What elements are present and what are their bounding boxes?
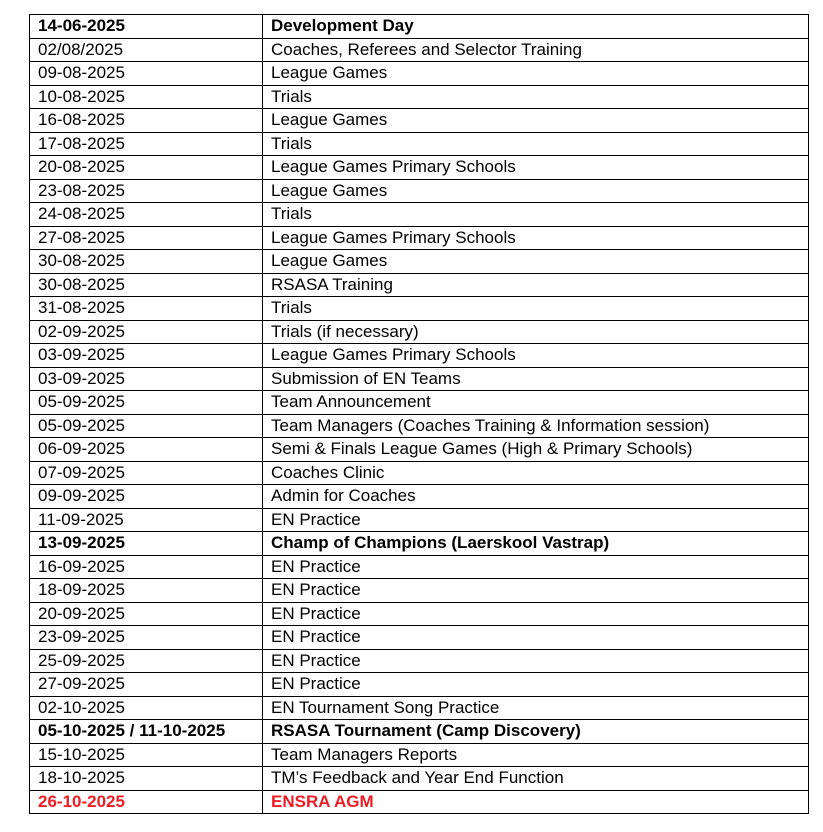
event-cell: TM’s Feedback and Year End Function (263, 767, 809, 791)
schedule-table (29, 14, 809, 814)
event-cell: EN Practice (263, 508, 809, 532)
table-row (30, 626, 809, 650)
event-cell: EN Practice (263, 602, 809, 626)
event-cell: Coaches, Referees and Selector Training (263, 38, 809, 62)
event-cell: RSASA Training (263, 273, 809, 297)
table-row (30, 438, 809, 462)
table-row (30, 297, 809, 321)
event-cell: Trials (if necessary) (263, 320, 809, 344)
table-row (30, 743, 809, 767)
date-cell: 27-09-2025 (30, 673, 263, 697)
table-row (30, 461, 809, 485)
table-row (30, 250, 809, 274)
date-cell: 06-09-2025 (30, 438, 263, 462)
schedule-body (30, 15, 809, 814)
table-row (30, 414, 809, 438)
event-cell: League Games Primary Schools (263, 156, 809, 180)
event-cell: Submission of EN Teams (263, 367, 809, 391)
date-cell: 02-10-2025 (30, 696, 263, 720)
table-row (30, 85, 809, 109)
date-cell: 07-09-2025 (30, 461, 263, 485)
table-row (30, 179, 809, 203)
table-row (30, 532, 809, 556)
date-cell: 15-10-2025 (30, 743, 263, 767)
event-cell: League Games (263, 62, 809, 86)
event-cell: EN Tournament Song Practice (263, 696, 809, 720)
date-cell: 31-08-2025 (30, 297, 263, 321)
table-row (30, 156, 809, 180)
event-cell: Semi & Finals League Games (High & Primary Schools) (263, 438, 809, 462)
event-cell: EN Practice (263, 579, 809, 603)
event-cell: RSASA Tournament (Camp Discovery) (263, 720, 809, 744)
event-cell: Admin for Coaches (263, 485, 809, 509)
table-row (30, 109, 809, 133)
table-row (30, 696, 809, 720)
event-cell: League Games Primary Schools (263, 226, 809, 250)
date-cell: 11-09-2025 (30, 508, 263, 532)
event-cell: Team Managers Reports (263, 743, 809, 767)
event-cell: EN Practice (263, 555, 809, 579)
table-row (30, 226, 809, 250)
table-row (30, 579, 809, 603)
table-row (30, 273, 809, 297)
date-cell: 05-10-2025 / 11-10-2025 (30, 720, 263, 744)
date-cell: 17-08-2025 (30, 132, 263, 156)
event-cell: EN Practice (263, 626, 809, 650)
date-cell: 03-09-2025 (30, 367, 263, 391)
event-cell: League Games (263, 179, 809, 203)
table-row (30, 649, 809, 673)
event-cell: Trials (263, 132, 809, 156)
event-cell: EN Practice (263, 673, 809, 697)
event-cell: Team Managers (Coaches Training & Information session) (263, 414, 809, 438)
date-cell: 10-08-2025 (30, 85, 263, 109)
event-cell: ENSRA AGM (263, 790, 809, 814)
event-cell: Trials (263, 203, 809, 227)
table-row (30, 320, 809, 344)
event-cell: Development Day (263, 15, 809, 39)
date-cell: 18-10-2025 (30, 767, 263, 791)
date-cell: 13-09-2025 (30, 532, 263, 556)
table-row (30, 367, 809, 391)
date-cell: 14-06-2025 (30, 15, 263, 39)
event-cell: Champ of Champions (Laerskool Vastrap) (263, 532, 809, 556)
table-row (30, 391, 809, 415)
date-cell: 24-08-2025 (30, 203, 263, 227)
table-row (30, 508, 809, 532)
date-cell: 02-09-2025 (30, 320, 263, 344)
date-cell: 02/08/2025 (30, 38, 263, 62)
event-cell: Coaches Clinic (263, 461, 809, 485)
table-row (30, 720, 809, 744)
table-row (30, 15, 809, 39)
table-row (30, 132, 809, 156)
date-cell: 25-09-2025 (30, 649, 263, 673)
date-cell: 09-08-2025 (30, 62, 263, 86)
date-cell: 26-10-2025 (30, 790, 263, 814)
date-cell: 30-08-2025 (30, 250, 263, 274)
table-row (30, 673, 809, 697)
date-cell: 05-09-2025 (30, 391, 263, 415)
date-cell: 16-09-2025 (30, 555, 263, 579)
event-cell: EN Practice (263, 649, 809, 673)
date-cell: 27-08-2025 (30, 226, 263, 250)
table-row (30, 602, 809, 626)
event-cell: Team Announcement (263, 391, 809, 415)
date-cell: 09-09-2025 (30, 485, 263, 509)
event-cell: Trials (263, 85, 809, 109)
table-row (30, 767, 809, 791)
table-row (30, 38, 809, 62)
date-cell: 20-09-2025 (30, 602, 263, 626)
date-cell: 23-08-2025 (30, 179, 263, 203)
date-cell: 05-09-2025 (30, 414, 263, 438)
date-cell: 23-09-2025 (30, 626, 263, 650)
table-row (30, 485, 809, 509)
table-row (30, 203, 809, 227)
event-cell: Trials (263, 297, 809, 321)
date-cell: 18-09-2025 (30, 579, 263, 603)
table-row (30, 62, 809, 86)
date-cell: 20-08-2025 (30, 156, 263, 180)
event-cell: League Games Primary Schools (263, 344, 809, 368)
event-cell: League Games (263, 109, 809, 133)
date-cell: 03-09-2025 (30, 344, 263, 368)
date-cell: 16-08-2025 (30, 109, 263, 133)
event-cell: League Games (263, 250, 809, 274)
table-row (30, 790, 809, 814)
table-row (30, 344, 809, 368)
table-row (30, 555, 809, 579)
date-cell: 30-08-2025 (30, 273, 263, 297)
